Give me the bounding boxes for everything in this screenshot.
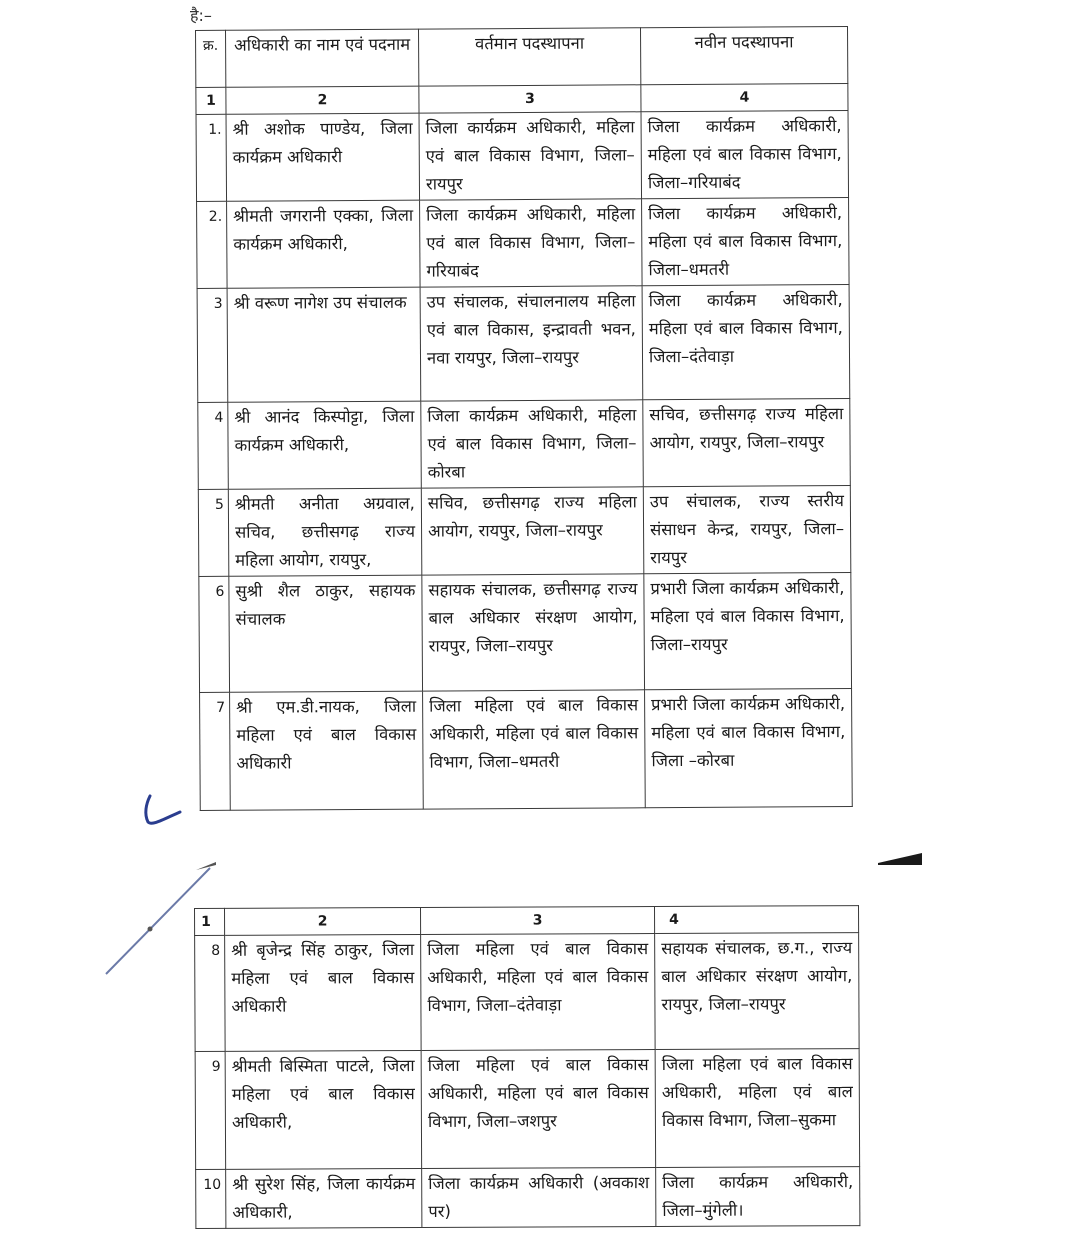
- new-posting: प्रभारी जिला कार्यक्रम अधिकारी, महिला एवं बाल विकास विभाग, जिला –कोरबा: [645, 689, 853, 808]
- table-header-row: [196, 27, 848, 88]
- officer-name: श्री अशोक पाण्डेय, जिला कार्यक्रम अधिकारी: [226, 113, 420, 201]
- row-serial: 9: [195, 1051, 226, 1169]
- current-posting: जिला कार्यक्रम अधिकारी, महिला एवं बाल विकास विभाग, जिला–कोरबा: [421, 400, 644, 488]
- new-posting: जिला कार्यक्रम अधिकारी, महिला एवं बाल विकास विभाग, जिला–गरियाबंद: [641, 111, 849, 199]
- column-number: 4: [654, 906, 858, 934]
- table-row: [199, 573, 852, 693]
- page-header-fragment: है:–: [190, 6, 212, 25]
- row-serial: 3: [197, 288, 228, 402]
- column-number: 4: [641, 84, 848, 112]
- current-posting: जिला महिला एवं बाल विकास अधिकारी, महिला एवं बाल विकास विभाग, जिला–दंतेवाड़ा: [421, 933, 656, 1050]
- current-posting: उप संचालक, संचालनालय महिला एवं बाल विकास, इन्द्रावती भवन, नवा रायपुर, जिला–रायपुर: [420, 286, 643, 401]
- new-posting: जिला कार्यक्रम अधिकारी, जिला–मुंगेली।: [656, 1167, 860, 1227]
- header-current-posting: वर्तमान पदस्थापना: [418, 28, 640, 86]
- column-number: 3: [419, 85, 641, 113]
- table-row: [200, 689, 853, 811]
- officer-name: श्री वरूण नागेश उप संचालक: [227, 287, 421, 402]
- column-number: 1: [196, 87, 226, 114]
- row-serial: 7: [200, 692, 231, 810]
- column-number: 1: [195, 908, 225, 935]
- column-number: 3: [421, 906, 655, 934]
- column-number-row: [195, 906, 859, 936]
- officer-name: श्रीमती जगरानी एक्का, जिला कार्यक्रम अधिकारी,: [227, 200, 421, 288]
- pen-tick-mark-icon: [140, 790, 184, 830]
- header-serial: क्र.: [196, 30, 226, 87]
- column-number: 2: [225, 908, 421, 936]
- row-serial: 2.: [197, 201, 228, 288]
- column-number: 2: [226, 86, 419, 114]
- transfer-table-part-1: [195, 26, 853, 811]
- new-posting: प्रभारी जिला कार्यक्रम अधिकारी, महिला एवं बाल विकास विभाग, जिला–रायपुर: [644, 573, 852, 690]
- row-serial: 10: [196, 1169, 226, 1228]
- table-row: [197, 198, 850, 289]
- new-posting: जिला कार्यक्रम अधिकारी, महिला एवं बाल विकास विभाग, जिला–धमतरी: [642, 198, 850, 286]
- officer-name: सुश्री शैल ठाकुर, सहायक संचालक: [229, 575, 423, 692]
- current-posting: जिला महिला एवं बाल विकास अधिकारी, महिला एवं बाल विकास विभाग, जिला–धमतरी: [423, 690, 646, 809]
- transfer-table-part-2: [194, 905, 860, 1229]
- current-posting: जिला महिला एवं बाल विकास अधिकारी, महिला एवं बाल विकास विभाग, जिला–जशपुर: [421, 1049, 656, 1168]
- current-posting: सचिव, छत्तीसगढ़ राज्य महिला आयोग, रायपुर, जिला–रायपुर: [421, 487, 644, 575]
- table-row: [195, 1049, 860, 1170]
- new-posting: सहायक संचालक, छ.ग., राज्य बाल अधिकार संरक्षण आयोग, रायपुर, जिला–रायपुर: [655, 933, 860, 1050]
- new-posting: जिला महिला एवं बाल विकास अधिकारी, महिला एवं बाल विकास विभाग, जिला–सुकमा: [655, 1049, 860, 1168]
- row-serial: 5: [198, 489, 229, 576]
- new-posting: उप संचालक, राज्य स्तरीय संसाधन केन्द्र, रायपुर, जिला–रायपुर: [643, 486, 851, 574]
- scan-edge-mark: [196, 862, 216, 870]
- row-serial: 6: [199, 576, 230, 692]
- table-row: [197, 285, 850, 403]
- officer-name: श्री एम.डी.नायक, जिला महिला एवं बाल विकास अधिकारी: [230, 691, 424, 810]
- header-officer-name: अधिकारी का नाम एवं पदनाम: [226, 29, 419, 87]
- table-row: [196, 111, 849, 202]
- header-new-posting: नवीन पदस्थापना: [640, 27, 847, 85]
- officer-name: श्रीमती अनीता अग्रवाल, सचिव, छत्तीसगढ़ राज्य महिला आयोग, रायपुर,: [228, 488, 422, 576]
- row-serial: 8: [195, 935, 226, 1051]
- table-row: [198, 399, 851, 490]
- current-posting: जिला कार्यक्रम अधिकारी (अवकाश पर): [422, 1167, 656, 1227]
- table-row: [198, 486, 851, 577]
- officer-name: श्री आनंद किस्पोट्टा, जिला कार्यक्रम अधिकारी,: [228, 401, 422, 489]
- new-posting: सचिव, छत्तीसगढ़ राज्य महिला आयोग, रायपुर, जिला–रायपुर: [643, 399, 851, 487]
- officer-name: श्री बृजेन्द्र सिंह ठाकुर, जिला महिला एवं बाल विकास अधिकारी: [225, 935, 422, 1052]
- current-posting: जिला कार्यक्रम अधिकारी, महिला एवं बाल विकास विभाग, जिला–गरियाबंद: [420, 199, 643, 287]
- officer-name: श्री सुरेश सिंह, जिला कार्यक्रम अधिकारी,: [226, 1169, 422, 1229]
- row-serial: 4: [198, 402, 229, 489]
- current-posting: सहायक संचालक, छत्तीसगढ़ राज्य बाल अधिकार संरक्षण आयोग, रायपुर, जिला–रायपुर: [422, 574, 645, 691]
- current-posting: जिला कार्यक्रम अधिकारी, महिला एवं बाल विकास विभाग, जिला–रायपुर: [419, 112, 642, 200]
- officer-name: श्रीमती बिस्मिता पाटले, जिला महिला एवं बाल विकास अधिकारी,: [225, 1051, 422, 1170]
- table-row: [195, 933, 859, 1052]
- table-row: [196, 1167, 860, 1229]
- row-serial: 1.: [196, 114, 227, 201]
- scan-shadow-mark: [878, 853, 922, 865]
- column-number-row: [196, 84, 848, 115]
- new-posting: जिला कार्यक्रम अधिकारी, महिला एवं बाल विकास विभाग, जिला–दंतेवाड़ा: [642, 285, 850, 400]
